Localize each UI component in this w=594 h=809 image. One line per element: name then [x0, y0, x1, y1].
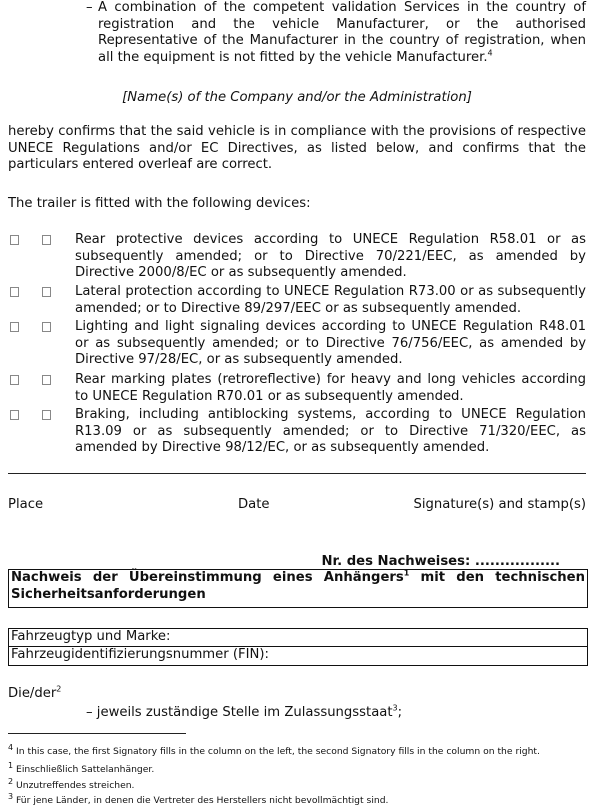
- footnote-text: Für jene Länder, in denen die Vertreter des Herstellers nicht bevollmächtigt sind.: [16, 795, 389, 806]
- company-placeholder: [Name(s) of the Company and/or the Administration]: [122, 90, 472, 105]
- footnote: [8, 742, 540, 758]
- footnote-ref-4: 4: [487, 48, 493, 58]
- footnote-text: Einschließlich Sattelanhänger.: [16, 764, 155, 775]
- device-text: Braking, including antiblocking systems, according to UNECE Regulation R13.09 or as subsequently amended; or to Directive 71/320/EEC, as amended by Directive 98/12/EC, or as subsequently amended.: [75, 407, 586, 456]
- device-text: Rear marking plates (retroreflective) for heavy and long vehicles according to UNECE Regulation R70.01 or as subsequently amended.: [75, 372, 586, 404]
- footnote-ref-1: 1: [403, 568, 410, 578]
- validation-item: [86, 0, 586, 66]
- footnote: [8, 760, 155, 776]
- field-label: Fahrzeugtyp und Marke:: [11, 629, 171, 644]
- field-label: Fahrzeugidentifizierungsnummer (FIN):: [11, 647, 269, 662]
- device-text: Lighting and light signaling devices according to UNECE Regulation R48.01 or as subsequently amended; or to Directive 76/756/EEC, as amended by Directive 97/28/EC, or as subsequently amended.: [75, 319, 586, 368]
- checkbox[interactable]: [10, 375, 19, 385]
- german-title-part1: Nachweis der Übereinstimmung eines Anhängers: [11, 570, 404, 585]
- place-label: Place: [8, 497, 44, 512]
- checkbox[interactable]: [10, 410, 19, 420]
- signature-label: Signature(s) and stamp(s): [413, 497, 586, 512]
- footnote: [8, 791, 389, 807]
- checkbox[interactable]: [42, 410, 51, 420]
- checkbox[interactable]: [42, 235, 51, 245]
- footnote: [8, 776, 135, 792]
- footnote-ref-3: 3: [392, 703, 398, 713]
- footnote-text: Unzutreffendes streichen.: [16, 780, 135, 791]
- footnote-mark: 1: [8, 760, 14, 770]
- footnote-text: In this case, the first Signatory fills in the column on the left, the second Signatory fills in the column on the right.: [16, 746, 540, 757]
- field-vehicle-type[interactable]: [9, 629, 587, 647]
- stelle-after: ;: [397, 705, 403, 720]
- stelle-line: [86, 705, 402, 722]
- device-text: Rear protective devices according to UNECE Regulation R58.01 or as subsequently amended; or to Directive 70/221/EEC, as amended by Directive 2000/8/EC or as subsequently amended.: [75, 232, 586, 281]
- footnote-mark: 4: [8, 742, 14, 752]
- validation-item-body: A combination of the competent validation Services in the country of registration and the vehicle Manufacturer, or the authorised Representative of the Manufacturer in the country of registration, when all the equipment is not fitted by the vehicle Manufacturer.: [98, 0, 586, 65]
- field-vin[interactable]: [9, 647, 587, 665]
- german-title-box: [8, 569, 588, 608]
- footnote-mark: 3: [8, 791, 14, 801]
- checkbox[interactable]: [10, 235, 19, 245]
- validation-item-text: [98, 0, 586, 66]
- die-der: [8, 686, 61, 703]
- divider-line: [8, 473, 586, 474]
- footnote-ref-2: 2: [56, 684, 62, 694]
- checkbox[interactable]: [42, 322, 51, 332]
- vehicle-fields: [8, 628, 588, 666]
- checkbox[interactable]: [10, 322, 19, 332]
- devices-intro: The trailer is fitted with the following devices:: [8, 196, 311, 211]
- checkbox[interactable]: [42, 375, 51, 385]
- item-dash: –: [86, 0, 93, 15]
- date-label: Date: [238, 497, 270, 512]
- stelle-text: – jeweils zuständige Stelle im Zulassungsstaat: [86, 705, 393, 720]
- checkbox[interactable]: [42, 287, 51, 297]
- nachweis-number: Nr. des Nachweises: .................: [321, 554, 560, 569]
- die-der-text: Die/der: [8, 686, 57, 701]
- confirmation-paragraph: hereby confirms that the said vehicle is in compliance with the provisions of respective UNECE Regulations and/or EC Directives, as listed below, and confirms that the particulars entered overleaf are correct.: [8, 124, 586, 173]
- device-text: Lateral protection according to UNECE Regulation R73.00 or as subsequently amended; or to Directive 89/297/EEC or as subsequently amended.: [75, 284, 586, 316]
- footnote-mark: 2: [8, 776, 14, 786]
- checkbox[interactable]: [10, 287, 19, 297]
- footnote-separator: [8, 733, 186, 734]
- german-title-part2: mit den technischen Sicherheitsanforderungen: [11, 570, 585, 602]
